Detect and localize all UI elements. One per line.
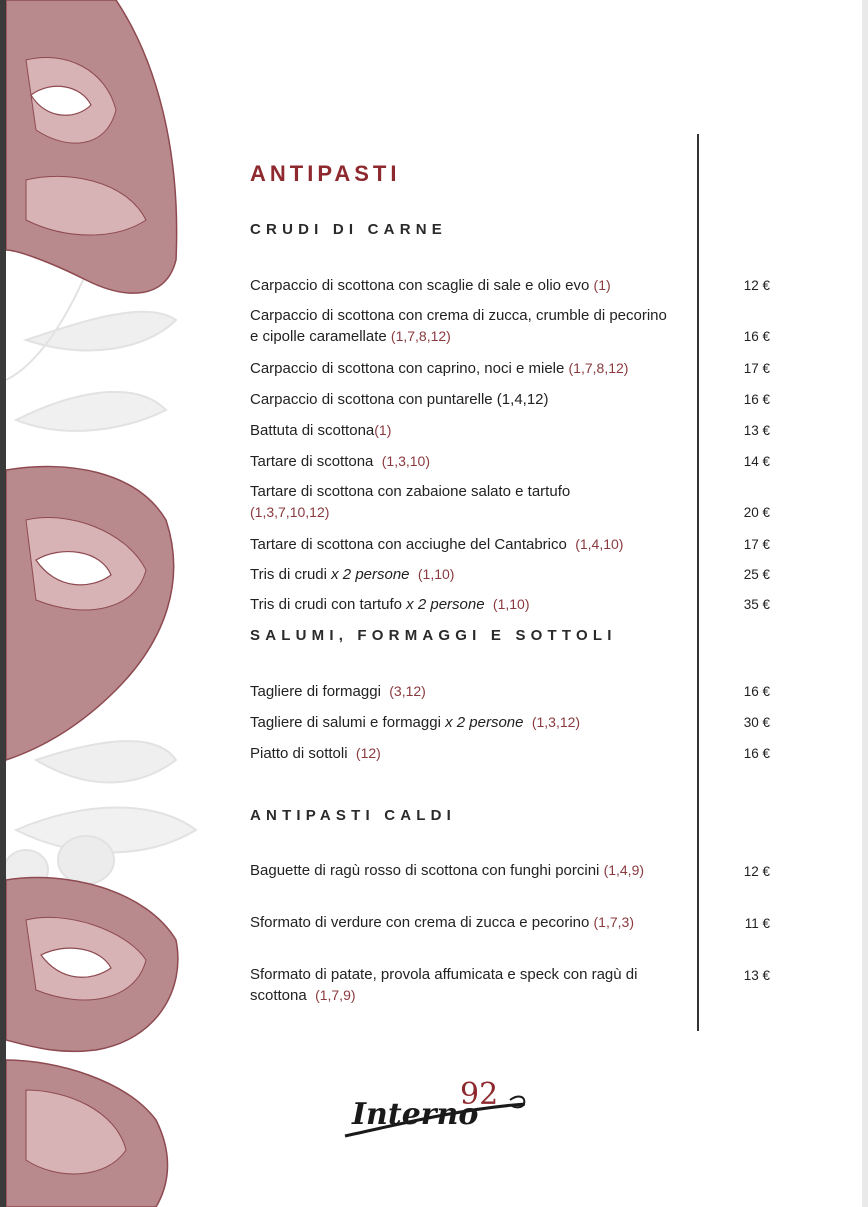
item-name: Tartare di scottona bbox=[250, 453, 374, 470]
item-allergens: (1,10) bbox=[417, 566, 455, 582]
item-price: 17 € bbox=[743, 361, 770, 376]
item-price: 16 € bbox=[743, 329, 770, 344]
item-portion: x 2 persone bbox=[331, 566, 410, 583]
menu-item bbox=[250, 451, 770, 472]
item-name: Tris di crudi bbox=[250, 566, 327, 583]
item-price: 17 € bbox=[743, 537, 770, 552]
menu-item bbox=[250, 964, 770, 1006]
item-allergens: (1,3,10) bbox=[381, 453, 430, 469]
item-price: 13 € bbox=[743, 423, 770, 438]
item-name: Baguette di ragù rosso di scottona con funghi porcini bbox=[250, 862, 600, 879]
menu-item bbox=[250, 534, 770, 555]
price-column-divider bbox=[697, 134, 699, 1031]
menu-item bbox=[250, 358, 770, 379]
menu-item bbox=[250, 912, 770, 933]
item-allergens: (1,7,9) bbox=[315, 987, 356, 1003]
item-allergens: (3,12) bbox=[389, 683, 426, 699]
item-price: 12 € bbox=[743, 864, 770, 879]
item-name: Tartare di scottona con acciughe del Cantabrico bbox=[250, 536, 567, 553]
item-name: Carpaccio di scottona con scaglie di sale e olio evo bbox=[250, 277, 590, 294]
item-allergens: (1,7,8,12) bbox=[568, 360, 629, 376]
subsection-title-caldi: ANTIPASTI CALDI bbox=[250, 807, 457, 824]
item-name: Tris di crudi con tartufo bbox=[250, 596, 402, 613]
item-price: 13 € bbox=[743, 968, 770, 983]
item-allergens: (1,4,9) bbox=[603, 862, 645, 878]
menu-item bbox=[250, 860, 770, 881]
item-price: 11 € bbox=[744, 916, 770, 931]
item-price: 12 € bbox=[743, 278, 770, 293]
item-allergens: (1,10) bbox=[492, 596, 530, 612]
item-allergens: (1,7,8,12) bbox=[390, 328, 451, 344]
menu-item bbox=[250, 275, 770, 296]
item-price: 14 € bbox=[743, 454, 770, 469]
item-name: Sformato di verdure con crema di zucca e pecorino bbox=[250, 914, 590, 931]
item-name: Carpaccio di scottona con caprino, noci e miele bbox=[250, 360, 565, 377]
item-price: 30 € bbox=[743, 715, 770, 730]
subsection-title-crudi: CRUDI DI CARNE bbox=[250, 221, 447, 238]
item-name: Carpaccio di scottona con crema di zucca, crumble di pecorino e cipolle caramellate bbox=[250, 307, 667, 345]
item-allergens: (12) bbox=[355, 745, 381, 761]
logo-text: Interno bbox=[352, 1097, 479, 1132]
item-name: Sformato di patate, provola affumicata e speck con ragù di scottona bbox=[250, 966, 638, 1004]
section-title: ANTIPASTI bbox=[250, 161, 401, 186]
menu-item bbox=[250, 681, 770, 702]
item-price: 16 € bbox=[743, 746, 770, 761]
item-allergens: (1) bbox=[593, 277, 611, 293]
item-name: Piatto di sottoli bbox=[250, 745, 348, 762]
item-allergens: (1,3,7,10,12) bbox=[250, 504, 330, 520]
item-portion: x 2 persone bbox=[445, 714, 524, 731]
menu-item bbox=[250, 594, 770, 615]
item-name: Carpaccio di scottona con puntarelle (1,4,12) bbox=[250, 391, 549, 408]
item-price: 16 € bbox=[743, 684, 770, 699]
item-price: 20 € bbox=[743, 505, 770, 520]
menu-item bbox=[250, 420, 770, 441]
menu-item bbox=[250, 712, 770, 733]
item-name: Tagliere di salumi e formaggi bbox=[250, 714, 441, 731]
item-portion: x 2 persone bbox=[406, 596, 485, 613]
item-price: 16 € bbox=[743, 392, 770, 407]
menu-item bbox=[250, 743, 770, 764]
item-name: Tagliere di formaggi bbox=[250, 683, 381, 700]
item-name: Battuta di scottona bbox=[250, 422, 375, 439]
menu-item bbox=[250, 389, 770, 410]
menu-item bbox=[250, 305, 770, 347]
item-allergens: (1,7,3) bbox=[593, 914, 634, 930]
item-name: Tartare di scottona con zabaione salato e tartufo bbox=[250, 483, 571, 500]
item-allergens: (1,4,10) bbox=[575, 536, 624, 552]
item-allergens: (1,3,12) bbox=[531, 714, 581, 730]
meat-illustration bbox=[6, 0, 206, 1207]
page-right-edge bbox=[862, 0, 868, 1207]
item-price: 25 € bbox=[743, 567, 770, 582]
logo-number: 92 bbox=[460, 1077, 499, 1112]
restaurant-logo bbox=[340, 1064, 530, 1144]
item-allergens: (1) bbox=[374, 422, 392, 438]
subsection-title-salumi: SALUMI, FORMAGGI E SOTTOLI bbox=[250, 627, 617, 644]
item-price: 35 € bbox=[743, 597, 770, 612]
menu-item bbox=[250, 564, 770, 585]
menu-item bbox=[250, 481, 770, 523]
